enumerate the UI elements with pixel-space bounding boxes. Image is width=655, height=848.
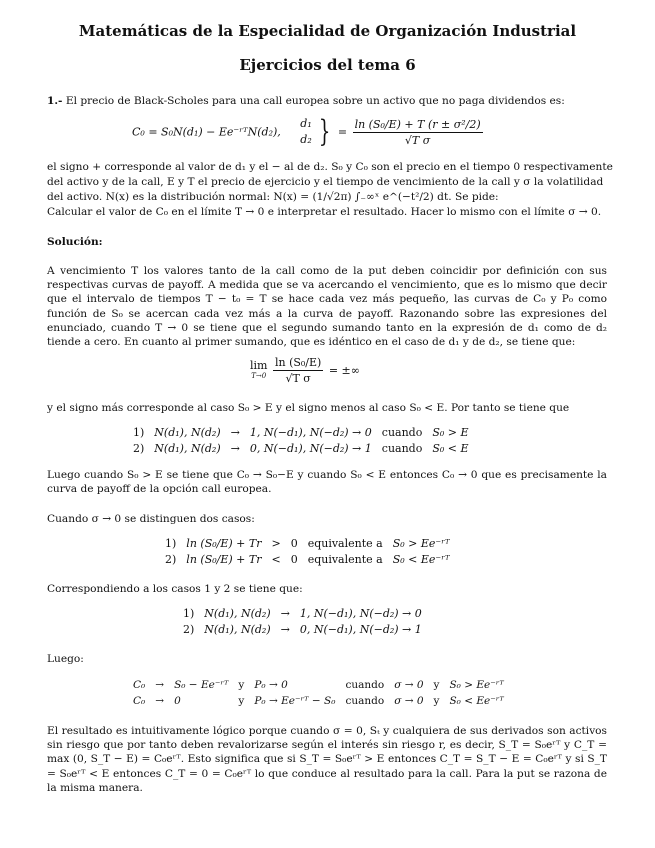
- case-op: >: [271, 536, 281, 550]
- case-arrow: →: [155, 679, 165, 691]
- solution-paragraph-7: El resultado es intuitivamente lógico porque cuando σ = 0, Sₜ y cualquiera de sus derivados son activos sin riesgo que por tanto deben revalorizarse según el interés sin riesgo r, es decir, S_T = S₀eʳᵀ y C_T = max (0, S_T − E) = C₀eʳᵀ. Esto significa que si S_T = S₀eʳᵀ > E entonces C_T = S_T − E = C₀eʳᵀ y si S_T = S₀eʳᵀ < E entonces C_T = 0 = C₀eʳᵀ lo que conduce al resultado para la call. Para la put se razona de la misma manera.: [47, 725, 607, 794]
- formula-numerator: ln (S₀/E) + T (r ± σ²/2): [354, 117, 481, 131]
- solution-paragraph-4: Cuando σ → 0 se distinguen dos casos:: [47, 513, 255, 525]
- case-sigma: σ → 0: [394, 679, 424, 691]
- case-arrow: →: [230, 425, 240, 439]
- cases-table-2: [160, 535, 455, 567]
- cases-table-1: [128, 424, 474, 456]
- case-zero: 0: [290, 552, 298, 566]
- case-y2: y: [433, 679, 440, 691]
- case-row: [160, 535, 455, 551]
- case-word: equivalente a: [307, 552, 383, 566]
- case-row: [128, 440, 474, 456]
- case-word: equivalente a: [307, 536, 383, 550]
- formula-fraction: [353, 118, 483, 147]
- document-subtitle: Ejercicios del tema 6: [239, 56, 416, 74]
- solution-paragraph-2: y el signo más corresponde al caso S₀ > E y el signo menos al caso S₀ < E. Por tanto se tiene que: [47, 402, 570, 414]
- problem-desc-4: Calcular el valor de C₀ en el límite T → 0 e interpretar el resultado. Hacer lo mismo con el límite σ → 0.: [47, 206, 602, 218]
- case-lhs: N(d₁), N(d₂): [204, 606, 271, 620]
- case-y: y: [238, 695, 245, 707]
- cases-table-3: [178, 605, 427, 637]
- case-rhs: 1, N(−d₁), N(−d₂) → 0: [299, 606, 422, 620]
- formula-d-stack: [300, 116, 311, 148]
- cases-table-4: [128, 677, 509, 709]
- case-arrow: →: [155, 695, 165, 707]
- formula-equals: =: [337, 125, 348, 139]
- case-c: C₀: [133, 695, 146, 707]
- formula-d2: d₂: [300, 133, 312, 146]
- formula-brace: }: [319, 114, 331, 149]
- case-cond: S₀ < E: [432, 441, 469, 455]
- case-row: [128, 693, 509, 709]
- case-cond: S₀ > Ee⁻ʳᵀ: [449, 679, 504, 691]
- limit-operator: [250, 360, 267, 382]
- problem-intro-line: [47, 94, 565, 108]
- case-y: y: [238, 679, 245, 691]
- case-word: cuando: [345, 695, 385, 707]
- case-p: P₀ → Ee⁻ʳᵀ − S₀: [254, 695, 336, 707]
- case-val: S₀ − Ee⁻ʳᵀ: [174, 679, 229, 691]
- black-scholes-formula: [132, 116, 485, 148]
- case-arrow: →: [280, 606, 290, 620]
- problem-desc-3: del activo. N(x) es la distribución normal: N(x) = (1/√2π) ∫₋∞ˣ e^(−t²/2) dt. Se pide:: [47, 191, 499, 203]
- case-row: [160, 551, 455, 567]
- limit-fraction: [273, 356, 323, 385]
- case-val: 0: [174, 695, 181, 707]
- case-lhs: ln (S₀/E) + Tr: [186, 552, 262, 566]
- case-lhs: N(d₁), N(d₂): [154, 425, 221, 439]
- formula-d1: d₁: [300, 117, 312, 130]
- case-p: P₀ → 0: [254, 679, 288, 691]
- case-index: 1): [165, 536, 177, 550]
- case-word: cuando: [345, 679, 385, 691]
- limit-rhs: = ±∞: [328, 364, 360, 377]
- solution-paragraph-1: A vencimiento T los valores tanto de la call como de la put deben coincidir por definición con sus respectivas curvas de payoff. A medida que se va acercando el vencimiento, que es lo mismo que decir que el intervalo de tiempos T − t₀ = T se hace cada vez más pequeño, las curvas de C₀ y P₀ como función de S₀ se acercan cada vez más a la curva de payoff. Razonando sobre las expresiones del enunciado, cuando T → 0 se tiene que el segundo sumando tanto en la expresión de d₁ como de d₂ tiende a cero. En cuanto al primer sumando, que es idéntico en el caso de d₁ y de d₂, se tiene que:: [47, 265, 607, 349]
- limit-denominator: √T σ: [285, 372, 311, 385]
- case-cond: S₀ < Ee⁻ʳᵀ: [449, 695, 504, 707]
- limit-numerator: ln (S₀/E): [274, 356, 322, 369]
- case-index: 2): [183, 622, 195, 636]
- limit-equation: [250, 356, 360, 385]
- case-lhs: N(d₁), N(d₂): [204, 622, 271, 636]
- solution-paragraph-5: Correspondiendo a los casos 1 y 2 se tiene que:: [47, 583, 303, 595]
- case-cond: S₀ < Ee⁻ʳᵀ: [392, 552, 450, 566]
- case-cond: S₀ > Ee⁻ʳᵀ: [392, 536, 450, 550]
- case-index: 2): [133, 441, 145, 455]
- case-word: cuando: [381, 425, 423, 439]
- case-arrow: →: [280, 622, 290, 636]
- case-op: <: [271, 552, 281, 566]
- case-c: C₀: [133, 679, 146, 691]
- formula-denominator: √T σ: [404, 133, 431, 147]
- case-index: 1): [133, 425, 145, 439]
- case-row: [178, 621, 427, 637]
- formula-left: C₀ = S₀N(d₁) − Ee⁻ʳᵀN(d₂),: [132, 125, 281, 139]
- case-sigma: σ → 0: [394, 695, 424, 707]
- case-row: [178, 605, 427, 621]
- document-title: Matemáticas de la Especialidad de Organización Industrial: [78, 22, 577, 40]
- case-index: 1): [183, 606, 195, 620]
- case-lhs: N(d₁), N(d₂): [154, 441, 221, 455]
- problem-desc-2: del activo y de la call, E y T el precio de ejercicio y el tiempo de vencimiento de la call y σ la volatilidad: [47, 176, 604, 188]
- case-arrow: →: [230, 441, 240, 455]
- case-row: [128, 424, 474, 440]
- case-rhs: 1, N(−d₁), N(−d₂) → 0: [249, 425, 372, 439]
- case-rhs: 0, N(−d₁), N(−d₂) → 1: [249, 441, 372, 455]
- problem-desc-1: el signo + corresponde al valor de d₁ y el − al de d₂. S₀ y C₀ son el precio en el tiempo 0 respectivamente: [47, 161, 613, 173]
- limit-sub: T→0: [251, 371, 267, 380]
- case-word: cuando: [381, 441, 423, 455]
- case-index: 2): [165, 552, 177, 566]
- case-cond: S₀ > E: [432, 425, 469, 439]
- case-row: [128, 677, 509, 693]
- limit-lim: lim: [250, 358, 268, 372]
- case-y2: y: [433, 695, 440, 707]
- problem-intro: El precio de Black-Scholes para una call europea sobre un activo que no paga dividendos es:: [65, 95, 565, 107]
- solution-paragraph-3: Luego cuando S₀ > E se tiene que C₀ → S₀−E y cuando S₀ < E entonces C₀ → 0 que es precisamente la curva de payoff de la opción call europea.: [47, 469, 607, 496]
- solution-heading: Solución:: [47, 236, 103, 248]
- case-zero: 0: [290, 536, 298, 550]
- solution-paragraph-6: Luego:: [47, 653, 84, 665]
- problem-number: 1.-: [47, 95, 63, 107]
- case-rhs: 0, N(−d₁), N(−d₂) → 1: [299, 622, 422, 636]
- case-lhs: ln (S₀/E) + Tr: [186, 536, 262, 550]
